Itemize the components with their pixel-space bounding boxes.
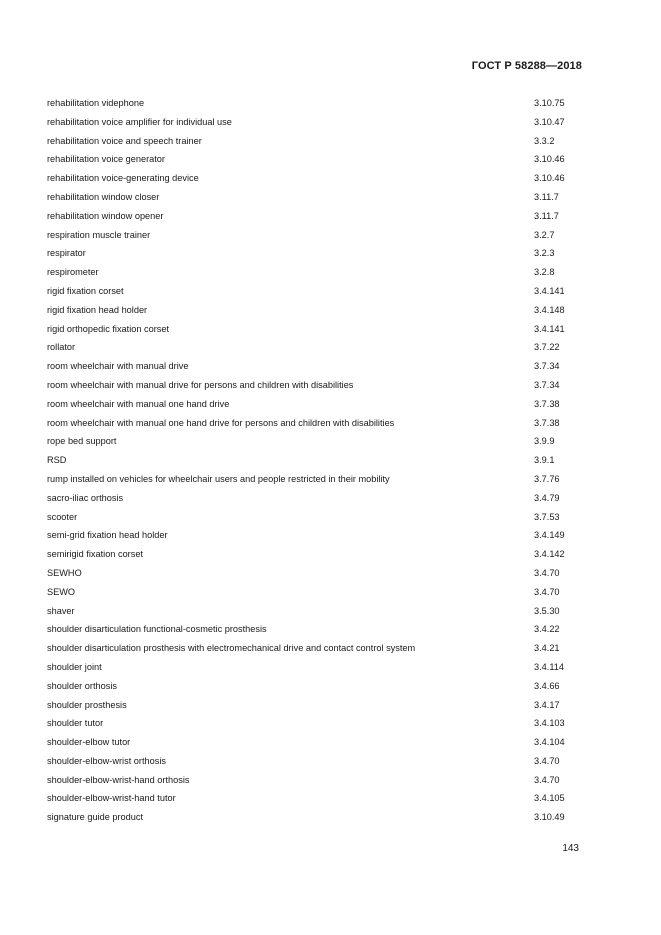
index-term: rehabilitation window closer [47,191,160,202]
index-entry [47,752,577,771]
index-term: RSD [47,455,67,466]
index-entry [47,508,577,527]
index-term: sacro-iliac orthosis [47,492,124,503]
index-term: semirigid fixation corset [47,549,143,560]
index-reference: 3.7.34 [534,379,560,390]
index-entry [47,733,577,752]
index-entry [47,677,577,696]
index-term: rope bed support [47,436,117,447]
index-reference: 3.7.38 [534,398,560,409]
index-entry [47,696,577,715]
index-term: shoulder disarticulation functional-cosmetic prosthesis [47,624,267,635]
index-term: room wheelchair with manual one hand drive for persons and children with disabilities [47,417,395,428]
index-term: shoulder-elbow-wrist-hand tutor [47,793,176,804]
index-entry [47,320,577,339]
index-entry [47,301,577,320]
index-term: room wheelchair with manual one hand drive [47,398,230,409]
index-term: rollator [47,342,76,353]
index-entry [47,583,577,602]
index-reference: 3.10.46 [534,154,565,165]
index-reference: 3.4.70 [534,774,560,785]
index-entry [47,169,577,188]
index-entry [47,94,577,113]
index-entry [47,113,577,132]
index-reference: 3.7.76 [534,473,560,484]
index-term: shoulder prosthesis [47,699,127,710]
index-term: shoulder joint [47,661,102,672]
index-term: signature guide product [47,812,144,823]
index-reference: 3.4.142 [534,549,565,560]
index-reference: 3.4.105 [534,793,565,804]
index-entry [47,545,577,564]
index-term: rigid fixation head holder [47,304,148,315]
index-reference: 3.11.7 [534,210,559,221]
index-reference: 3.4.70 [534,567,560,578]
index-term: room wheelchair with manual drive [47,361,189,372]
index-entry [47,658,577,677]
index-entry [47,357,577,376]
index-term: SEWO [47,586,76,597]
index-entry [47,244,577,263]
index-reference: 3.9.9 [534,436,555,447]
index-reference: 3.4.141 [534,285,565,296]
index-reference: 3.4.70 [534,755,560,766]
index-entry [47,132,577,151]
document-standard-header: ГОСТ Р 58288—2018 [471,60,582,72]
index-entry [47,395,577,414]
index-entry [47,808,577,827]
index-reference: 3.7.22 [534,342,560,353]
index-reference: 3.4.79 [534,492,560,503]
index-entry [47,207,577,226]
index-term: respiration muscle trainer [47,229,151,240]
index-entry [47,376,577,395]
index-reference: 3.10.75 [534,98,565,108]
index-term: rehabilitation videphone [47,98,145,108]
index-reference: 3.4.17 [534,699,560,710]
index-reference: 3.4.114 [534,661,564,672]
index-reference: 3.2.7 [534,229,555,240]
index-reference: 3.11.7 [534,191,559,202]
index-reference: 3.4.148 [534,304,565,315]
index-term: shoulder-elbow-wrist orthosis [47,755,166,766]
index-reference: 3.4.141 [534,323,565,334]
index-reference: 3.7.38 [534,417,560,428]
index-reference: 3.4.149 [534,530,565,541]
index-reference: 3.4.103 [534,718,565,729]
index-reference: 3.7.34 [534,361,560,372]
index-reference: 3.5.30 [534,605,560,616]
index-term: shoulder disarticulation prosthesis with electromechanical drive and contact control system [47,643,416,654]
index-entry [47,188,577,207]
index-entry [47,432,577,451]
index-term: shoulder-elbow tutor [47,737,131,748]
index-entry [47,226,577,245]
index-reference: 3.2.8 [534,267,555,278]
index-term: rehabilitation voice generator [47,154,165,165]
index-term: shoulder-elbow-wrist-hand orthosis [47,774,190,785]
index-term: rehabilitation window opener [47,210,164,221]
index-entry [47,789,577,808]
index-entry [47,620,577,639]
index-term: scooter [47,511,78,522]
index-term: respirometer [47,267,99,278]
index-entry [47,414,577,433]
index-reference: 3.4.70 [534,586,560,597]
index-entry [47,470,577,489]
index-entry [47,639,577,658]
index-list [47,94,577,827]
index-reference: 3.4.21 [534,643,560,654]
index-entry [47,489,577,508]
index-reference: 3.2.3 [534,248,555,259]
index-term: shaver [47,605,75,616]
index-entry [47,564,577,583]
index-reference: 3.3.2 [534,135,555,146]
index-term: rehabilitation voice and speech trainer [47,135,202,146]
page-number: 143 [562,843,579,854]
index-reference: 3.4.104 [534,737,565,748]
index-entry [47,282,577,301]
index-term: shoulder tutor [47,718,104,729]
index-reference: 3.9.1 [534,455,555,466]
index-term: respirator [47,248,86,259]
index-term: semi-grid fixation head holder [47,530,168,541]
index-reference: 3.10.46 [534,173,565,184]
index-term: rehabilitation voice-generating device [47,173,199,184]
index-reference: 3.10.49 [534,812,565,823]
index-term: shoulder orthosis [47,680,117,691]
index-entry [47,714,577,733]
index-term: room wheelchair with manual drive for persons and children with disabilities [47,379,354,390]
index-entry [47,771,577,790]
index-reference: 3.7.53 [534,511,560,522]
index-entry [47,451,577,470]
index-entry [47,263,577,282]
index-term: rigid orthopedic fixation corset [47,323,170,334]
index-reference: 3.4.22 [534,624,560,635]
index-term: SEWHO [47,567,82,578]
index-term: rehabilitation voice amplifier for individual use [47,116,232,127]
index-reference: 3.10.47 [534,116,565,127]
index-entry [47,338,577,357]
index-entry [47,150,577,169]
index-entry [47,602,577,621]
index-reference: 3.4.66 [534,680,560,691]
index-term: rump installed on vehicles for wheelchair users and people restricted in their mobility [47,473,390,484]
index-entry [47,526,577,545]
index-term: rigid fixation corset [47,285,124,296]
